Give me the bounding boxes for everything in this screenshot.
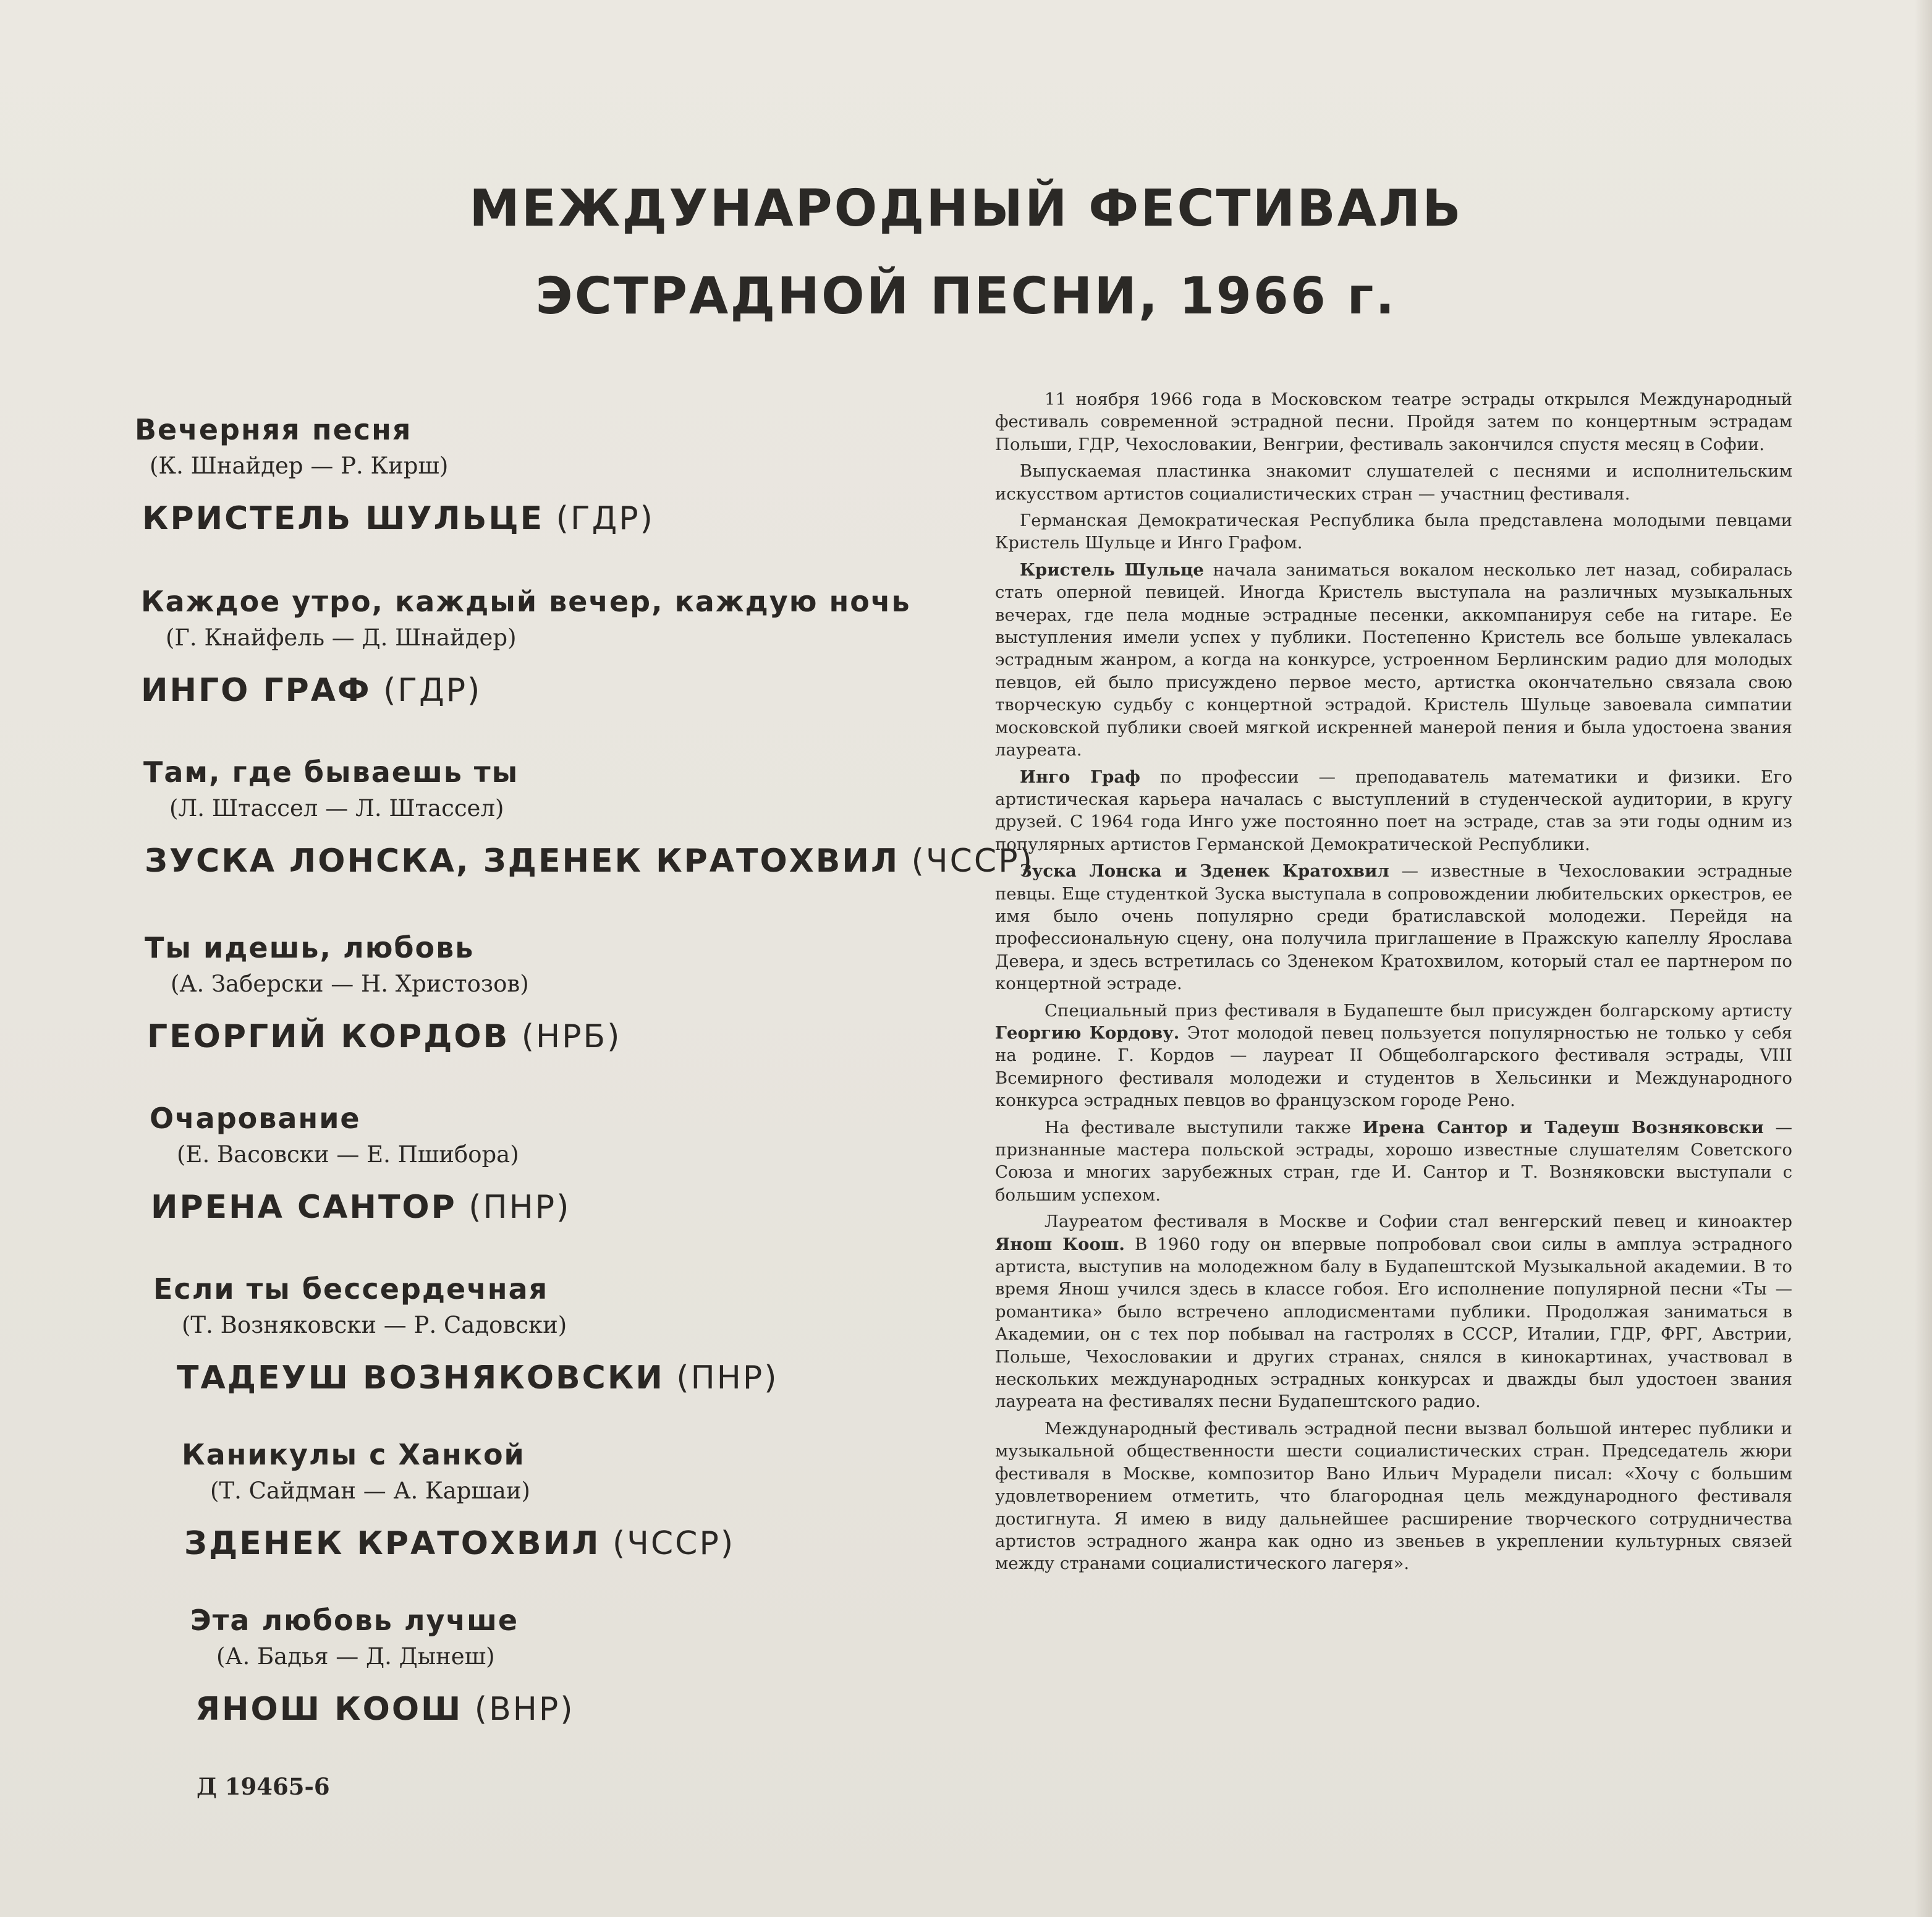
artist-name: ТАДЕУШ ВОЗНЯКОВСКИ <box>177 1359 664 1396</box>
track-6 <box>153 1272 779 1396</box>
track-4 <box>145 931 621 1055</box>
notes-paragraph-10: Международный фестиваль эстрадной песни вызвал большой интерес публики и музыкальной общественности шести социалистических стран. Председатель жюри фестиваля в Москве, композитор Вано Ильич Мурадели писал: «Хочу с большим удовлетворением отметить, что благородная цель международного фестиваля достигнута. Я имею в виду дальнейшее расширение творческого сотрудничества артистов эстрадного жанра как одно из звеньев в укреплении культурных связей между странами социалистического лагеря». <box>995 1418 1792 1574</box>
artist-country: (ПНР) <box>676 1359 779 1396</box>
song-title: Каникулы с Ханкой <box>182 1438 525 1471</box>
artist-country: (ЧССР) <box>911 843 1034 880</box>
performer-name: Инго Граф <box>1020 767 1140 787</box>
artist-name: ГЕОРГИЙ КОРДОВ <box>147 1018 510 1055</box>
notes-paragraph-9: Лауреатом фестиваля в Москве и Софии стал венгерский певец и киноактер Янош Коош. В 1960 году он впервые попробовал свои силы в амплуа эстрадного артиста, выступив на молодежном балу в Будапештской Музыкальной академии. В то время Янош учился здесь в классе гобоя. Его исполнение популярной песни «Ты — романтика» было встречено аплодисментами публики. Продолжая заниматься в Академии, он с тех пор побывал на гастролях в СССР, Италии, ГДР, ФРГ, Австрии, Польше, Чехословакии и других странах, снялся в кинокартинах, участвовал в нескольких международных эстрадных конкурсах и дважды был удостоен звания лауреата на фестивалях песни Будапештского радио. <box>995 1212 1792 1412</box>
artist-country: (НРБ) <box>521 1018 622 1055</box>
liner-notes <box>995 388 1792 1579</box>
artist-country: (ГДР) <box>383 672 482 709</box>
artist-name: ИНГО ГРАФ <box>141 672 371 709</box>
song-title: Очарование <box>150 1102 361 1135</box>
artist-line <box>145 843 1034 880</box>
song-title: Вечерняя песня <box>135 413 412 446</box>
notes-paragraph-3: Германская Демократическая Республика была представлена молодыми певцами Кристель Шульце и Инго Графом. <box>995 511 1792 553</box>
performer-name: Георгию Кордову. <box>995 1022 1180 1043</box>
page-title-line-2: ЭСТРАДНОЙ ПЕСНИ, 1966 г. <box>535 267 1397 326</box>
performer-name: Зуска Лонска и Зденек Кратохвил <box>1020 861 1389 882</box>
artist-line <box>195 1691 575 1728</box>
artist-name: ЗДЕНЕК КРАТОХВИЛ <box>184 1525 601 1562</box>
track-1 <box>135 413 655 537</box>
artist-name: ЯНОШ КООШ <box>195 1691 463 1728</box>
song-title: Каждое утро, каждый вечер, каждую ночь <box>141 585 911 618</box>
artist-line <box>141 672 911 709</box>
notes-paragraph-7: Специальный приз фестиваля в Будапеште был присужден болгарскому артисту Георгию Кордову. Этот молодой певец пользуется популярностью не только у себя на родине. Г. Кордов — лауреат II Общеболгарского фестиваля эстрады, VIII Всемирного фестиваля молодежи и студентов в Хельсинки и Международного конкурса эстрадных певцов во французском городе Рено. <box>995 1000 1792 1111</box>
song-authors: (А. Заберски — Н. Христозов) <box>171 971 529 997</box>
song-title: Ты идешь, любовь <box>145 931 475 964</box>
track-5 <box>150 1102 570 1226</box>
song-authors: (Е. Васовски — Е. Пшибора) <box>177 1141 519 1168</box>
artist-name: ИРЕНА САНТОР <box>151 1189 457 1226</box>
artist-country: (ЧССР) <box>612 1525 735 1562</box>
song-authors: (Т. Возняковски — Р. Садовски) <box>182 1312 567 1338</box>
track-3 <box>143 755 1034 880</box>
artist-line <box>142 500 655 537</box>
page-title-line-1: МЕЖДУНАРОДНЫЙ ФЕСТИВАЛЬ <box>469 179 1463 238</box>
track-7 <box>182 1438 735 1562</box>
artist-name: КРИСТЕЛЬ ШУЛЬЦЕ <box>142 500 544 537</box>
song-authors: (Т. Сайдман — А. Каршаи) <box>210 1477 530 1504</box>
song-title: Эта любовь лучше <box>190 1604 519 1637</box>
song-authors: (Г. Кнайфель — Д. Шнайдер) <box>166 624 517 651</box>
artist-line <box>184 1525 735 1562</box>
performer-name: Янош Коош. <box>995 1234 1125 1254</box>
artist-line <box>151 1189 570 1226</box>
catalog-number: Д 19465-6 <box>197 1773 330 1800</box>
song-title: Если ты бессердечная <box>153 1272 549 1306</box>
track-8 <box>190 1604 575 1728</box>
notes-paragraph-5: Инго Граф по профессии — преподаватель математики и физики. Его артистическая карьера началась с выступлений в студенческой аудитории, в кругу друзей. С 1964 года Инго уже постоянно поет на эстраде, став за эти годы одним из популярных артистов Германской Демократической Республики. <box>995 767 1793 854</box>
notes-paragraph-2: Выпускаемая пластинка знакомит слушателей с песнями и исполнительским искусством артистов социалистических стран — участниц фестиваля. <box>995 461 1792 504</box>
song-authors: (Л. Штассел — Л. Штассел) <box>169 795 504 822</box>
notes-paragraph-1: 11 ноября 1966 года в Московском театре эстрады открылся Международный фестиваль современной эстрадной песни. Пройдя затем по концертным эстрадам Польши, ГДР, Чехословакии, Венгрии, фестиваль закончился спустя месяц в Софии. <box>995 389 1792 454</box>
artist-country: (ВНР) <box>474 1691 575 1728</box>
artist-country: (ГДР) <box>556 500 655 537</box>
notes-paragraph-4: Кристель Шульце начала заниматься вокалом несколько лет назад, собиралась стать оперной певицей. Иногда Кристель выступала на различных музыкальных вечерах, где пела модные эстрадные песенки, аккомпанируя себе на гитаре. Ее выступления имели успех у публики. Постепенно Кристель все больше увлекалась эстрадным жанром, а когда на конкурсе, устроенном Берлинским радио для молодых певцов, ей было присуждено первое место, артистка окончательно связала свою творческую судьбу с концертной эстрадой. Кристель Шульце завоевала симпатии московской публики своей мягкой искренней манерой пения и была удостоена звания лауреата. <box>995 559 1792 760</box>
track-2 <box>141 585 911 709</box>
notes-paragraph-6: Зуска Лонска и Зденек Кратохвил — известные в Чехословакии эстрадные певцы. Еще студенткой Зуска выступала в сопровождении любительских оркестров, ее имя было очень популярно среди братиславской молодежи. Перейдя на профессиональную сцену, она получила приглашение в Пражскую капеллу Ярослава Девера, и здесь встретилась со Зденеком Кратохвилом, который стал ее партнером по концертной эстраде. <box>995 861 1792 994</box>
song-authors: (К. Шнайдер — Р. Кирш) <box>150 453 449 479</box>
performer-name: Кристель Шульце <box>1020 559 1204 580</box>
artist-name: ЗУСКА ЛОНСКА, ЗДЕНЕК КРАТОХВИЛ <box>145 843 900 880</box>
song-authors: (А. Бадья — Д. Дынеш) <box>216 1643 495 1670</box>
performer-name: Ирена Сантор и Тадеуш Возняковски <box>1362 1117 1764 1137</box>
song-title: Там, где бываешь ты <box>143 755 519 789</box>
notes-paragraph-8: На фестивале выступили также Ирена Сантор и Тадеуш Возняковски — признанные мастера польской эстрады, хорошо известные слушателям Советского Союза и многих зарубежных стран, где И. Сантор и Т. Возняковски выступали с большим успехом. <box>995 1117 1793 1205</box>
artist-country: (ПНР) <box>468 1189 571 1226</box>
artist-line <box>177 1359 779 1396</box>
artist-line <box>147 1018 621 1055</box>
